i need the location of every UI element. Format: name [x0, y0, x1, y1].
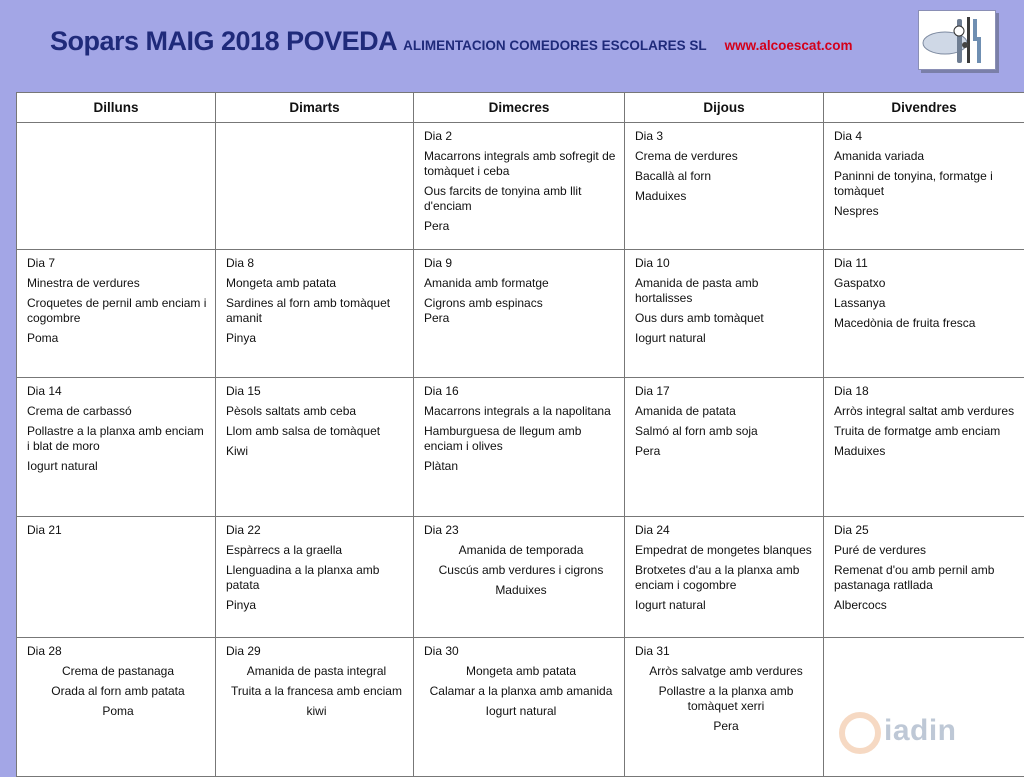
menu-item: Minestra de verdures — [27, 276, 209, 291]
menu-item: Albercocs — [834, 598, 1018, 613]
menu-item: Poma — [27, 704, 209, 719]
menu-item: Salmó al forn amb soja — [635, 424, 817, 439]
day-cell — [625, 517, 824, 638]
day-label: Dia 28 — [27, 644, 209, 659]
column-header: Dijous — [625, 93, 824, 123]
menu-item: Pinya — [226, 598, 407, 613]
menu-item: Brotxetes d'au a la planxa amb enciam i cogombre — [635, 563, 817, 593]
day-label: Dia 9 — [424, 256, 618, 271]
menu-item: Mongeta amb patata — [226, 276, 407, 291]
day-label: Dia 21 — [27, 523, 209, 538]
fork-knife-icon — [919, 11, 995, 69]
menu-item: Macarrons integrals amb sofregit de tomàquet i ceba — [424, 149, 618, 179]
day-cell — [625, 250, 824, 378]
menu-item: Ous durs amb tomàquet — [635, 311, 817, 326]
menu-item: Plàtan — [424, 459, 618, 474]
menu-item: Hamburguesa de llegum amb enciam i olives — [424, 424, 618, 454]
day-label: Dia 8 — [226, 256, 407, 271]
menu-item: Kiwi — [226, 444, 407, 459]
menu-item: Pera — [424, 311, 618, 326]
day-cell — [414, 378, 625, 517]
day-label: Dia 24 — [635, 523, 817, 538]
menu-item: Iogurt natural — [424, 704, 618, 719]
menu-item: Amanida variada — [834, 149, 1018, 164]
menu-item: Maduixes — [834, 444, 1018, 459]
iadin-watermark — [838, 706, 1024, 760]
menu-table — [16, 92, 1024, 777]
menu-item: Macarrons integrals a la napolitana — [424, 404, 618, 419]
menu-item: kiwi — [226, 704, 407, 719]
menu-item: Cuscús amb verdures i cigrons — [424, 563, 618, 578]
menu-item: Maduixes — [424, 583, 618, 598]
day-cell — [625, 123, 824, 250]
day-label: Dia 10 — [635, 256, 817, 271]
menu-item: Cigrons amb espinacs — [424, 296, 618, 311]
day-cell — [216, 123, 414, 250]
day-cell — [17, 250, 216, 378]
menu-item: Orada al forn amb patata — [27, 684, 209, 699]
table-row — [17, 250, 1024, 378]
menu-item: Gaspatxo — [834, 276, 1018, 291]
menu-item: Nespres — [834, 204, 1018, 219]
menu-item: Crema de carbassó — [27, 404, 209, 419]
menu-item: Crema de pastanaga — [27, 664, 209, 679]
table-row — [17, 378, 1024, 517]
menu-item: Truita de formatge amb enciam — [834, 424, 1018, 439]
column-header: Dimecres — [414, 93, 625, 123]
menu-item: Poma — [27, 331, 209, 346]
menu-item: Amanida de temporada — [424, 543, 618, 558]
menu-item: Pollastre a la planxa amb tomàquet xerri — [635, 684, 817, 714]
day-cell — [17, 123, 216, 250]
menu-item: Puré de verdures — [834, 543, 1018, 558]
column-header: Divendres — [824, 93, 1024, 123]
day-cell — [17, 638, 216, 777]
day-label: Dia 11 — [834, 256, 1018, 271]
day-label: Dia 17 — [635, 384, 817, 399]
menu-item: Bacallà al forn — [635, 169, 817, 184]
day-cell — [414, 517, 625, 638]
menu-item: Iogurt natural — [635, 598, 817, 613]
day-cell — [216, 517, 414, 638]
day-label: Dia 2 — [424, 129, 618, 144]
menu-item: Maduixes — [635, 189, 817, 204]
day-label: Dia 30 — [424, 644, 618, 659]
day-cell — [625, 638, 824, 777]
day-label: Dia 22 — [226, 523, 407, 538]
website-link[interactable]: www.alcoescat.com — [725, 38, 853, 53]
day-label: Dia 14 — [27, 384, 209, 399]
menu-item: Macedònia de fruita fresca — [834, 316, 1018, 331]
menu-item: Amanida de patata — [635, 404, 817, 419]
title-subtitle: ALIMENTACION COMEDORES ESCOLARES SL — [403, 38, 707, 53]
column-header: Dilluns — [17, 93, 216, 123]
day-label: Dia 15 — [226, 384, 407, 399]
day-cell — [824, 517, 1024, 638]
day-cell — [824, 123, 1024, 250]
menu-item: Pera — [635, 719, 817, 734]
column-header: Dimarts — [216, 93, 414, 123]
day-cell — [414, 638, 625, 777]
menu-item: Amanida de pasta integral — [226, 664, 407, 679]
day-cell — [17, 378, 216, 517]
day-cell — [414, 250, 625, 378]
menu-item: Lassanya — [834, 296, 1018, 311]
day-cell — [414, 123, 625, 250]
day-label: Dia 3 — [635, 129, 817, 144]
day-cell — [625, 378, 824, 517]
menu-item: Crema de verdures — [635, 149, 817, 164]
iadin-logo-icon — [838, 708, 882, 758]
day-cell — [216, 638, 414, 777]
menu-item: Amanida de pasta amb hortalisses — [635, 276, 817, 306]
day-label: Dia 25 — [834, 523, 1018, 538]
menu-item: Pera — [635, 444, 817, 459]
menu-item: Empedrat de mongetes blanques — [635, 543, 817, 558]
menu-item: Pinya — [226, 331, 407, 346]
menu-item: Arròs integral saltat amb verdures — [834, 404, 1018, 419]
day-label: Dia 7 — [27, 256, 209, 271]
menu-item: Mongeta amb patata — [424, 664, 618, 679]
day-label: Dia 29 — [226, 644, 407, 659]
title-main: Sopars MAIG 2018 POVEDA — [50, 26, 397, 56]
menu-item: Espàrrecs a la graella — [226, 543, 407, 558]
menu-item: Iogurt natural — [27, 459, 209, 474]
day-label: Dia 16 — [424, 384, 618, 399]
day-label: Dia 18 — [834, 384, 1018, 399]
menu-item: Remenat d'ou amb pernil amb pastanaga ratllada — [834, 563, 1018, 593]
day-cell — [824, 250, 1024, 378]
day-cell — [216, 378, 414, 517]
menu-item: Llenguadina a la planxa amb patata — [226, 563, 407, 593]
menu-item: Pera — [424, 219, 618, 234]
menu-item: Truita a la francesa amb enciam — [226, 684, 407, 699]
header-row — [17, 93, 1024, 123]
day-label: Dia 31 — [635, 644, 817, 659]
header — [0, 0, 1024, 92]
table-row — [17, 517, 1024, 638]
menu-item: Paninni de tonyina, formatge i tomàquet — [834, 169, 1018, 199]
day-cell — [824, 378, 1024, 517]
day-label: Dia 4 — [834, 129, 1018, 144]
menu-item: Sardines al forn amb tomàquet amanit — [226, 296, 407, 326]
menu-item: Llom amb salsa de tomàquet — [226, 424, 407, 439]
menu-item: Calamar a la planxa amb amanida — [424, 684, 618, 699]
cutlery-logo — [918, 10, 996, 70]
menu-item: Arròs salvatge amb verdures — [635, 664, 817, 679]
menu-item: Croquetes de pernil amb enciam i cogombre — [27, 296, 209, 326]
day-cell — [216, 250, 414, 378]
day-label: Dia 23 — [424, 523, 618, 538]
watermark-text: iadin — [884, 714, 957, 748]
menu-item: Pèsols saltats amb ceba — [226, 404, 407, 419]
page-title — [50, 26, 852, 57]
table-row — [17, 123, 1024, 250]
menu-item: Ous farcits de tonyina amb llit d'enciam — [424, 184, 618, 214]
menu-item: Amanida amb formatge — [424, 276, 618, 291]
day-cell — [17, 517, 216, 638]
menu-item: Pollastre a la planxa amb enciam i blat de moro — [27, 424, 209, 454]
menu-item: Iogurt natural — [635, 331, 817, 346]
